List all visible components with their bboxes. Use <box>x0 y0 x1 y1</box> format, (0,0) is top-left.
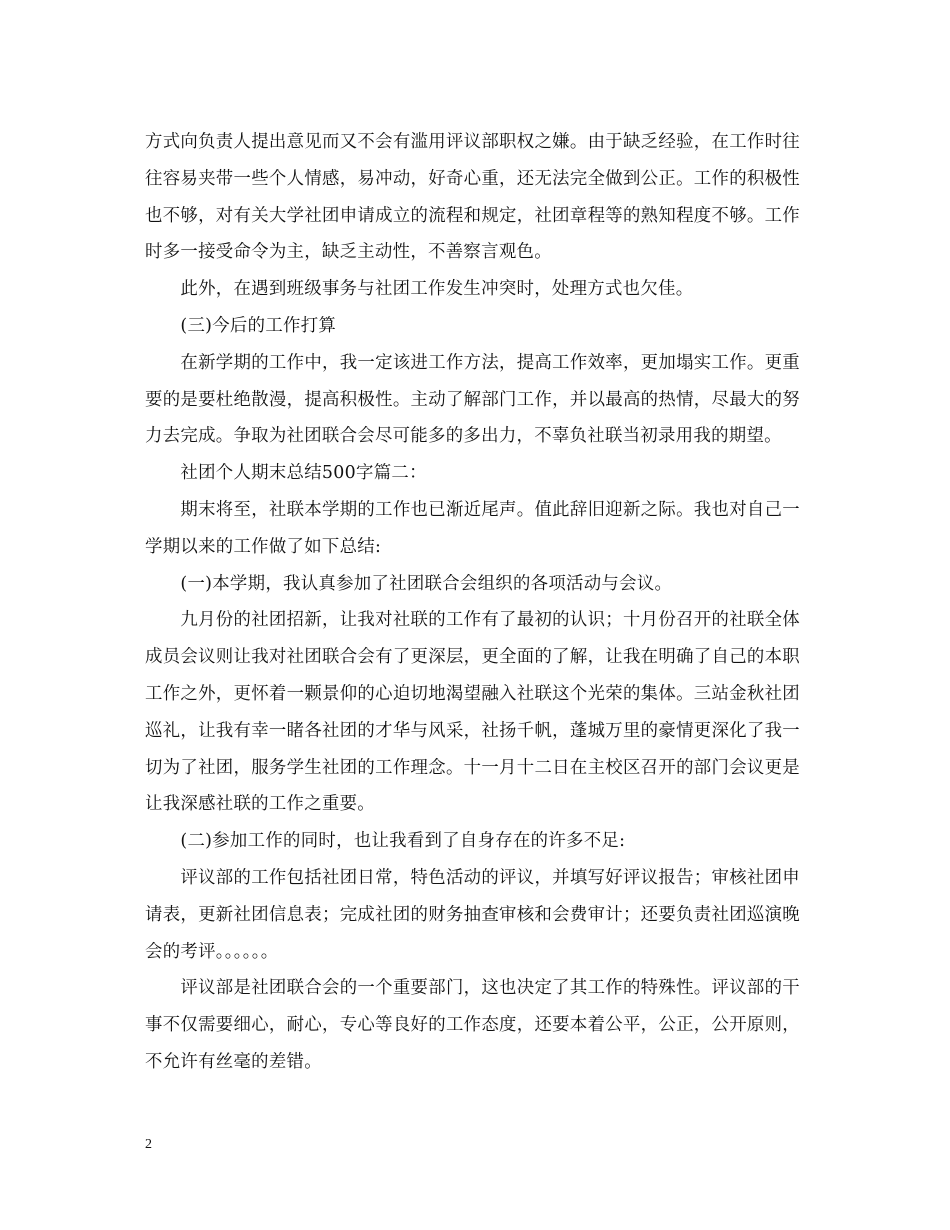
section-heading: (二)参加工作的同时，也让我看到了自身存在的许多不足: <box>145 831 626 852</box>
paragraph: 方式向负责人提出意见而又不会有滥用评议部职权之嫌。由于缺乏经验，在工作时往往容易夹带一些个人情感，易冲动，好奇心重，还无法完全做到公正。工作的积极性也不够，对有关大学社团申请成立的流程和规定，社团章程等的熟知程度不够。工作时多一接受命令为主，缺乏主动性，不善察言观色。 <box>145 132 800 263</box>
document-body <box>145 124 800 1081</box>
section-heading: (三)今后的工作打算 <box>145 315 337 336</box>
paragraph: 期末将至，社联本学期的工作也已渐近尾声。值此辞旧迎新之际。我也对自己一学期以来的工作做了如下总结: <box>145 499 800 557</box>
paragraph: 此外，在遇到班级事务与社团工作发生冲突时，处理方式也欠佳。 <box>145 279 694 300</box>
section-heading: (一)本学期，我认真参加了社团联合会组织的各项活动与会议。 <box>145 573 673 594</box>
paragraph: 评议部是社团联合会的一个重要部门，这也决定了其工作的特殊性。评议部的干事不仅需要细心，耐心，专心等良好的工作态度，还要本着公平，公正，公开原则，不允许有丝毫的差错。 <box>145 978 800 1072</box>
paragraph: 九月份的社团招新，让我对社联的工作有了最初的认识；十月份召开的社联全体成员会议则让我对社团联合会有了更深层，更全面的了解，让我在明确了自己的本职工作之外，更怀着一颗景仰的心迫切地渴望融入社联这个光荣的集体。三站金秋社团巡礼，让我有幸一睹各社团的才华与风采，社扬千帆，蓬城万里的豪情更深化了我一切为了社团，服务学生社团的工作理念。十一月十二日在主校区召开的部门会议更是让我深感社联的工作之重要。 <box>145 610 800 815</box>
article-subtitle: 社团个人期末总结500字篇二： <box>145 463 427 484</box>
page-number: 2 <box>145 1137 152 1152</box>
paragraph: 在新学期的工作中，我一定该进工作方法，提高工作效率，更加塌实工作。更重要的是要杜绝散漫，提高积极性。主动了解部门工作，并以最高的热情，尽最大的努力去完成。争取为社团联合会尽可能多的多出力，不辜负社联当初录用我的期望。 <box>145 352 800 447</box>
paragraph: 评议部的工作包括社团日常，特色活动的评议，并填写好评议报告；审核社团申请表，更新社团信息表；完成社团的财务抽查审核和会费审计；还要负责社团巡演晚会的考评。。。。。。 <box>145 867 800 962</box>
